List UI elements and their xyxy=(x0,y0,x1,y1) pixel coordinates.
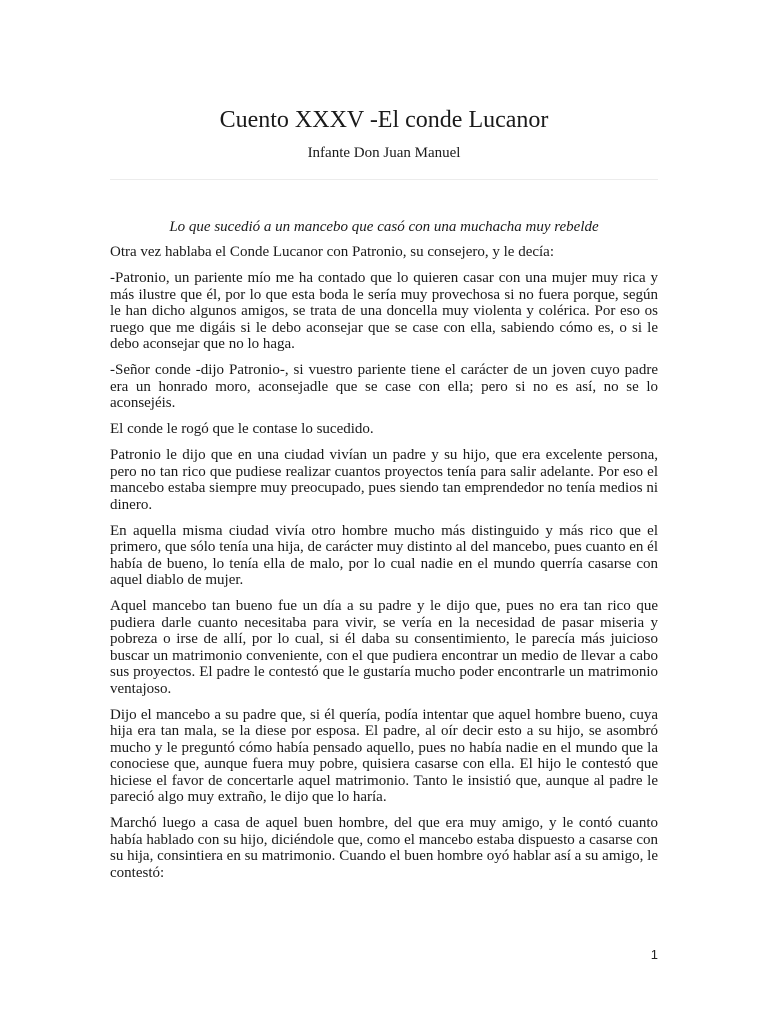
paragraph: En aquella misma ciudad vivía otro hombre mucho más distinguido y más rico que el primero, que sólo tenía una hija, de carácter muy distinto al del mancebo, pues cuanto en él había de bueno, lo tenía ella de malo, por lo cual nadie en el mundo querría casarse con aquel diablo de mujer. xyxy=(110,522,658,588)
story-subtitle: Lo que sucedió a un mancebo que casó con una muchacha muy rebelde xyxy=(169,219,599,235)
paragraph: Otra vez hablaba el Conde Lucanor con Patronio, su consejero, y le decía: xyxy=(110,244,555,260)
document-title: Cuento XXXV -El conde Lucanor xyxy=(219,107,549,133)
paragraph: Dijo el mancebo a su padre que, si él quería, podía intentar que aquel hombre bueno, cuya hija era tan mala, se la diese por esposa. El padre, al oír decir esto a su hijo, se asombró mucho y le preguntó cómo había pensado aquello, pues no había nadie en el mundo que la conociese que, aunque fuera muy pobre, quisiera casarse con ella. El hijo le contestó que hiciese el favor de concertarle aquel matrimonio. Tanto le insistió que, aunque al padre le pareció algo muy extraño, le dijo que lo haría. xyxy=(110,706,658,805)
paragraph: Patronio le dijo que en una ciudad vivían un padre y su hijo, que era excelente persona, pero no tan rico que pudiese realizar cuantos proyectos tenía para salir adelante. Por eso el mancebo estaba siempre muy preocupado, pues siendo tan emprendedor no tenía medios ni dinero. xyxy=(110,447,658,513)
page-number: 1 xyxy=(650,947,658,962)
paragraph: El conde le rogó que le contase lo sucedido. xyxy=(110,421,374,437)
paragraph: Aquel mancebo tan bueno fue un día a su padre y le dijo que, pues no era tan rico que pudiera darle cuanto necesitaba para vivir, se vería en la necesidad de pasar miseria y pobreza o irse de allí, por lo cual, si él daba su consentimiento, le parecía más juicioso buscar un matrimonio conveniente, con el que pudiera encontrar un medio de llevar a cabo sus proyectos. El padre le contestó que le gustaría mucho poder encontrarle un matrimonio ventajoso. xyxy=(110,598,658,697)
paragraph: -Patronio, un pariente mío me ha contado que lo quieren casar con una mujer muy rica y más ilustre que él, por lo que esta boda le sería muy provechosa si no fuera porque, según le han dicho algunos amigos, se trata de una doncella muy violenta y colérica. Por eso os ruego que me digáis si le debo aconsejar que se case con ella, sabiendo cómo es, o si le debo aconsejar que no lo haga. xyxy=(110,270,658,352)
document-body xyxy=(110,218,658,891)
header-divider xyxy=(110,179,658,180)
document-author: Infante Don Juan Manuel xyxy=(307,145,461,161)
paragraph: -Señor conde -dijo Patronio-, si vuestro pariente tiene el carácter de un joven cuyo padre era un honrado moro, aconsejadle que se case con ella; pero si no es así, no se lo aconsejéis. xyxy=(110,362,658,411)
paragraph: Marchó luego a casa de aquel buen hombre, del que era muy amigo, y le contó cuanto había hablado con su hijo, diciéndole que, como el mancebo estaba dispuesto a casarse con su hija, consintiera en su matrimonio. Cuando el buen hombre oyó hablar así a su amigo, le contestó: xyxy=(110,815,658,881)
